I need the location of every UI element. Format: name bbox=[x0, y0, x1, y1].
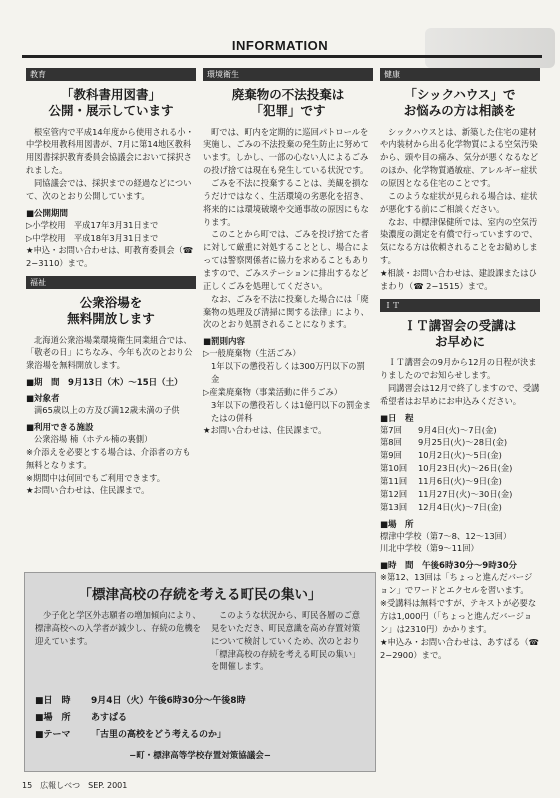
paragraph: 少子化と学区外志願者の増加傾向により、標津高校への入学者が減少し、存続の危機を迎えています。 bbox=[35, 610, 201, 646]
title-line: ＩＴ講習会の受講は bbox=[403, 317, 517, 333]
article-title-it-course bbox=[380, 318, 540, 351]
list-item: 満65歳以上の方及び満12歳未満の子供 bbox=[34, 405, 180, 416]
list-item: 川北中学校（第9〜11回） bbox=[380, 543, 479, 554]
bullet-heading: ■対象者 bbox=[26, 394, 60, 405]
paragraph: シックハウスとは、新築した住宅の建材や内装材から出る化学物質による空気汚染から、頭や目の痛み、気分が悪くなるなどのほか、化学物質過敏症、アレルギー症状の原因となる住宅のことです。 bbox=[380, 126, 539, 188]
bullet-heading: ■罰則内容 bbox=[203, 337, 246, 348]
list-item: 1年以下の懲役若しくは300万円以下の罰金 bbox=[211, 361, 365, 384]
session-number: 第11回 bbox=[380, 476, 408, 487]
title-line: 公衆浴場を bbox=[79, 295, 143, 311]
paragraph: ＩＴ講習会の9月から12月の日程が決まりましたのでお知らせします。 bbox=[380, 357, 537, 381]
detail-key: ■場 所 bbox=[35, 713, 71, 724]
session-date: 11月27日(火)〜30日(金) bbox=[418, 488, 513, 499]
banner-organizer: −町・標津高等学校存置対策協議会− bbox=[129, 751, 271, 761]
detail-row bbox=[35, 693, 365, 710]
article-title-dumping bbox=[203, 87, 373, 120]
schedule-row bbox=[380, 449, 540, 462]
banner-intro bbox=[35, 609, 205, 648]
paragraph: 北海道公衆浴場業環境衛生同業組合では、「敬老の日」にちなみ、今年も次のとおり公衆浴場を無料開放します。 bbox=[26, 334, 193, 371]
banner-title: 「標津高校の存続を考える町民の集い」 bbox=[78, 587, 322, 603]
list-item: ▷一般廃棄物（生活ごみ） bbox=[203, 348, 301, 359]
column-environment bbox=[203, 68, 373, 437]
contact-note: ★相談・お問い合わせは、建設課またはひまわり（☎ 2−1515）まで。 bbox=[380, 267, 537, 291]
note: ※介添えを必要とする場合は、介添者の方も無料となります。 bbox=[26, 446, 191, 470]
session-date: 10月2日(火)〜5日(金) bbox=[418, 450, 502, 461]
schedule-row bbox=[380, 475, 540, 488]
schedule-row bbox=[380, 488, 540, 501]
session-number: 第12回 bbox=[380, 488, 408, 499]
article-title-textbooks bbox=[26, 87, 196, 120]
contact-note: ★お問い合わせは、住民課まで。 bbox=[26, 485, 150, 496]
paragraph: 根室管内で平成14年度から使用される小・中学校用教科用図書が、7月に第14地区教科用図書採択教育委員会協議会において採択されました。 bbox=[26, 126, 194, 176]
section-label-environment: 環境衛生 bbox=[203, 68, 373, 81]
schedule-row bbox=[380, 436, 540, 449]
note: ※期間中は何回でもご利用できます。 bbox=[26, 472, 166, 483]
session-date: 10月23日(火)〜26日(金) bbox=[418, 463, 513, 474]
bullet-heading: ■公開期間 bbox=[26, 208, 69, 219]
detail-value: あすぱる bbox=[91, 713, 128, 724]
paragraph: 同講習会は12月で終了しますので、受講希望者はお早めにお申込みください。 bbox=[380, 382, 540, 406]
column-education-welfare bbox=[26, 68, 196, 497]
column-health-it bbox=[380, 68, 540, 661]
section-label-welfare: 福祉 bbox=[26, 276, 196, 289]
page-title: INFORMATION bbox=[231, 38, 329, 53]
paragraph: ごみを不法に投棄することは、美観を損なうだけではなく、生活環境の劣悪化を招き、将来的には環境破壊や交通事故の原因にもなります。 bbox=[203, 177, 369, 227]
detail-key: ■テーマ bbox=[35, 730, 71, 741]
schedule-row bbox=[380, 462, 540, 475]
note: ※第12、13回は「ちょっと進んだバージョン」でワードとエクセルを習います。 bbox=[380, 572, 533, 596]
paragraph: このことから町では、ごみを投げ捨てた者に対して厳重に対処することとし、場合によっては警察関係者に協力を求めることもありますので、ごみステーションに排出するなど正しくごみを処理してください。 bbox=[203, 229, 369, 291]
session-date: 9月4日(火)〜7日(金) bbox=[418, 424, 497, 435]
detail-row bbox=[35, 727, 365, 744]
session-number: 第8回 bbox=[380, 437, 402, 448]
session-date: 11月6日(火)〜9日(金) bbox=[418, 476, 502, 487]
title-line: お早めに bbox=[434, 333, 485, 349]
list-item: ▷小学校用 平成17年3月31日まで bbox=[26, 219, 159, 230]
schedule-row bbox=[380, 424, 540, 437]
paragraph: なお、ごみを不法に投棄した場合には「廃棄物の処理及び清掃に関する法律」により、次のとおり処罰されることになります。 bbox=[203, 293, 369, 330]
list-item: 3年以下の懲役若しくは1億円以下の罰金またはの併科 bbox=[211, 399, 371, 423]
detail-key: ■日 時 bbox=[35, 696, 71, 706]
contact-note: ★申込・お問い合わせは、町教育委員会（☎ 2−3110）まで。 bbox=[26, 245, 194, 269]
banner-intro-cont bbox=[211, 609, 367, 673]
section-label-health: 健康 bbox=[380, 68, 540, 81]
title-line: 無料開放します bbox=[67, 311, 155, 327]
list-item: 公衆浴場 楠（ホテル楠の裏側） bbox=[34, 434, 153, 445]
schedule-list bbox=[380, 424, 540, 514]
session-date: 12月4日(火)〜7日(金) bbox=[418, 501, 502, 512]
note: ※受講料は無料ですが、テキストが必要な方は1,000円（「ちょっと進んだバージョン」は2310円）かかります。 bbox=[380, 598, 537, 634]
section-label-education: 教育 bbox=[26, 68, 196, 81]
session-number: 第7回 bbox=[380, 424, 402, 435]
section-label-it: ＩＴ bbox=[380, 299, 540, 312]
paragraph: このような状況から、町民各層のご意見をいただき、町民意識を高め存置対策について検討していくため、次のとおり「標津高校の存続を考える町民の集い」を開催します。 bbox=[211, 610, 361, 672]
bullet-heading: ■場 所 bbox=[380, 519, 414, 530]
detail-value: 9月4日（火）午後6時30分〜午後8時 bbox=[91, 696, 246, 706]
article-title-sickhouse bbox=[380, 87, 540, 120]
session-number: 第9回 bbox=[380, 450, 402, 461]
title-line: 公開・展示しています bbox=[48, 103, 174, 119]
banner-details bbox=[35, 693, 365, 744]
schedule-row bbox=[380, 501, 540, 514]
paragraph: なお、中標津保健所では、室内の空気汚染濃度の測定を有償で行っていますので、気になる方は依頼されることをお勧めします。 bbox=[380, 216, 538, 266]
title-line: 「犯罪」です bbox=[250, 103, 326, 119]
bullet-heading: ■期 間 9月13日（木）〜15日（土） bbox=[26, 378, 183, 389]
detail-row bbox=[35, 710, 365, 727]
detail-value: 「古里の高校をどう考えるのか」 bbox=[91, 730, 227, 741]
paragraph: 同協議会では、採択までの経過などについて、次のとおり公開しています。 bbox=[26, 177, 192, 201]
paragraph: このような症状が見られる場合は、症状が悪化する前にご相談ください。 bbox=[380, 190, 538, 214]
event-banner bbox=[24, 572, 376, 772]
contact-note: ★申込み・お問い合わせは、あすぱる（☎ 2−2900）まで。 bbox=[380, 636, 539, 660]
list-item: ▷中学校用 平成18年3月31日まで bbox=[26, 232, 159, 243]
article-title-bathhouse bbox=[26, 295, 196, 328]
list-item: ▷産業廃棄物（事業活動に伴うごみ） bbox=[203, 386, 343, 397]
paragraph: 町では、町内を定期的に巡回パトロールを実施し、ごみの不法投棄の発生防止に努めています。しかし、一部の心ない人によるごみの投げ捨ては現在も発生している状況です。 bbox=[203, 126, 369, 176]
bullet-heading: ■利用できる施設 bbox=[26, 423, 94, 434]
session-number: 第10回 bbox=[380, 463, 408, 474]
page-footer: 15 広報しべつ SEP. 2001 bbox=[22, 781, 128, 790]
header-rule bbox=[22, 55, 542, 58]
contact-note: ★お問い合わせは、住民課まで。 bbox=[203, 425, 327, 436]
title-line: 「シックハウス」で bbox=[404, 87, 516, 102]
list-item: 標津中学校（第7〜8、12〜13回） bbox=[380, 530, 512, 541]
title-line: 「教科書用図書」 bbox=[60, 87, 161, 102]
session-date: 9月25日(火)〜28日(金) bbox=[418, 437, 508, 448]
bullet-heading: ■日 程 bbox=[380, 413, 414, 424]
session-number: 第13回 bbox=[380, 501, 408, 512]
title-line: 廃棄物の不法投棄は bbox=[231, 87, 345, 102]
title-line: お悩みの方は相談を bbox=[403, 103, 517, 119]
bullet-heading: ■時 間 午後6時30分〜9時30分 bbox=[380, 561, 518, 572]
